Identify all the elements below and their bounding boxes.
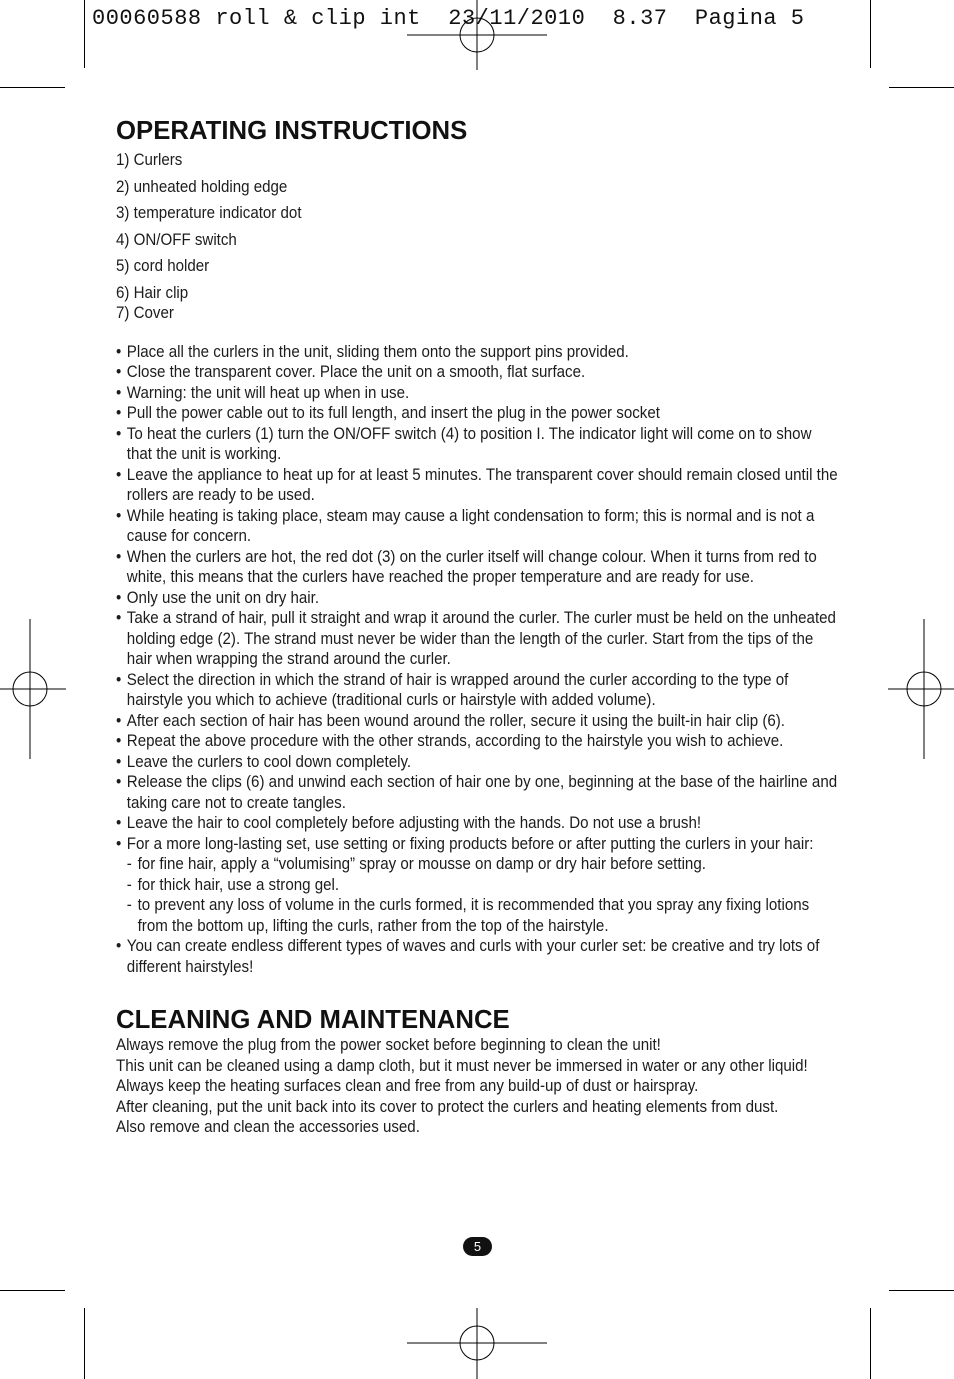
instruction-text: Leave the curlers to cool down completely. [126,751,412,771]
crop-mark [889,87,954,88]
instruction-item [116,465,840,506]
dash-icon: - [126,854,132,873]
instruction-text: You can create endless different types of waves and curls with your curler set: be creative and try lots of different hairstyles! [126,936,820,976]
instruction-text: Select the direction in which the strand of hair is wrapped around the curler according to the type of hairstyle you which to achieve (traditional curls or hairstyle with added volume). [126,669,789,709]
bullet-icon: • [116,382,122,402]
bullet-icon: • [116,731,122,750]
cleaning-paragraph: After cleaning, put the unit back into its cover to protect the curlers and heating elements from dust. [116,1096,779,1116]
parts-list-item: 2) unheated holding edge [116,176,288,196]
parts-list [116,150,840,323]
registration-mark-icon [407,1308,547,1379]
instruction-item [116,547,840,588]
operating-instructions-heading: OPERATING INSTRUCTIONS [116,115,468,145]
bullet-icon: • [116,505,122,525]
instruction-text: Close the transparent cover. Place the unit on a smooth, flat surface. [126,362,586,381]
registration-mark-icon [407,0,547,70]
instruction-item [116,506,840,547]
registration-mark-icon [0,619,66,759]
bullet-icon: • [116,751,122,771]
crop-mark [0,87,65,88]
bullet-icon: • [116,710,122,730]
crop-mark [84,0,85,68]
bullet-icon: • [116,772,122,791]
crop-mark [870,1308,871,1379]
crop-mark [870,0,871,68]
instruction-text: After each section of hair has been wound around the roller, secure it using the built-in hair clip (6). [126,710,785,730]
product-tip-text: to prevent any loss of volume in the curls formed, it is recommended that you spray any fixing lotions from the bottom up, lifting the curls, rather from the top of the hairstyle. [137,895,810,935]
cleaning-paragraph: Always remove the plug from the power socket before beginning to clean the unit! [116,1035,661,1054]
parts-list-item: 1) Curlers [116,150,183,169]
instruction-item [116,608,840,670]
product-tip-item [127,875,840,896]
parts-list-item: 5) cord holder [116,256,210,275]
product-tips-list [127,854,840,936]
product-tip-text: for thick hair, use a strong gel. [137,874,340,894]
bullet-icon: • [116,546,122,566]
bullet-icon: • [116,833,122,853]
instruction-item [116,813,840,834]
instruction-item [116,588,840,609]
instruction-item [116,362,840,383]
cleaning-maintenance-heading: CLEANING AND MAINTENANCE [116,1004,510,1034]
instruction-text: When the curlers are hot, the red dot (3) on the curler itself will change colour. When it turns from red to white, this means that the curlers have reached the proper temperature and are ready for use. [126,546,817,586]
instruction-text: To heat the curlers (1) turn the ON/OFF switch (4) to position I. The indicator light will come on to show that the unit is working. [126,423,812,463]
instruction-text: Pull the power cable out to its full length, and insert the plug in the power socket [126,403,660,422]
instruction-item [116,731,840,752]
instruction-list [116,342,840,978]
bullet-icon: • [116,403,122,422]
instruction-item [116,752,840,773]
print-slug: 00060588 roll & clip int 23/11/2010 8.37 Pagina 5 [92,6,805,31]
instruction-item [116,670,840,711]
parts-list-item: 3) temperature indicator dot [116,203,302,222]
instruction-item [116,424,840,465]
instruction-item [116,936,840,977]
cleaning-paragraph: Always keep the heating surfaces clean and free from any build-up of dust or hairspray. [116,1076,699,1095]
instruction-text: Repeat the above procedure with the other strands, according to the hairstyle you wish to achieve. [126,731,784,750]
instruction-item [116,711,840,732]
bullet-icon: • [116,608,122,627]
instruction-text: Warning: the unit will heat up when in use. [126,382,410,402]
cleaning-section [116,1035,840,1138]
dash-icon: - [126,895,132,914]
registration-mark-icon [888,619,954,759]
parts-list-item: 7) Cover [116,302,174,322]
instruction-text: Leave the appliance to heat up for at least 5 minutes. The transparent cover should remain closed until the rollers are ready to be used. [126,464,838,504]
instruction-text: While heating is taking place, steam may cause a light condensation to form; this is normal and is not a cause for concern. [126,505,815,545]
bullet-icon: • [116,936,122,955]
bullet-icon: • [116,341,122,361]
crop-mark [0,1290,65,1291]
parts-list-item: 6) Hair clip [116,282,189,302]
bullet-icon: • [116,587,122,607]
product-tip-text: for fine hair, apply a “volumising” spray or mousse on damp or dry hair before setting. [137,854,706,873]
cleaning-paragraph: This unit can be cleaned using a damp cloth, but it must never be immersed in water or any other liquid! [116,1055,808,1075]
bullet-icon: • [116,423,122,443]
instruction-item [116,834,840,937]
bullet-icon: • [116,362,122,381]
cleaning-paragraph: Also remove and clean the accessories used. [116,1117,420,1136]
crop-mark [889,1290,954,1291]
instruction-text: Leave the hair to cool completely before adjusting with the hands. Do not use a brush! [126,813,702,832]
instruction-text: For a more long-lasting set, use setting or fixing products before or after putting the curlers in your hair: [126,833,814,853]
page-content [116,114,840,1138]
page-number-badge: 5 [463,1237,492,1256]
parts-list-item: 4) ON/OFF switch [116,229,237,249]
bullet-icon: • [116,669,122,689]
crop-mark [84,1308,85,1379]
instruction-item [116,383,840,404]
dash-icon: - [126,874,132,894]
instruction-text: Release the clips (6) and unwind each section of hair one by one, beginning at the base of the hairline and taking care not to create tangles. [126,772,838,812]
instruction-item [116,342,840,363]
bullet-icon: • [116,464,122,484]
instruction-text: Take a strand of hair, pull it straight and wrap it around the curler. The curler must be held on the unheated holding edge (2). The strand must never be wider than the length of the curler. Start from the tips of the hair when wrapping the strand around the curler. [126,608,836,668]
instruction-text: Place all the curlers in the unit, sliding them onto the support pins provided. [126,341,629,361]
instruction-item [116,772,840,813]
instruction-text: Only use the unit on dry hair. [126,587,320,607]
product-tip-item [127,895,840,936]
instruction-item [116,403,840,424]
bullet-icon: • [116,813,122,832]
product-tip-item [127,854,840,875]
